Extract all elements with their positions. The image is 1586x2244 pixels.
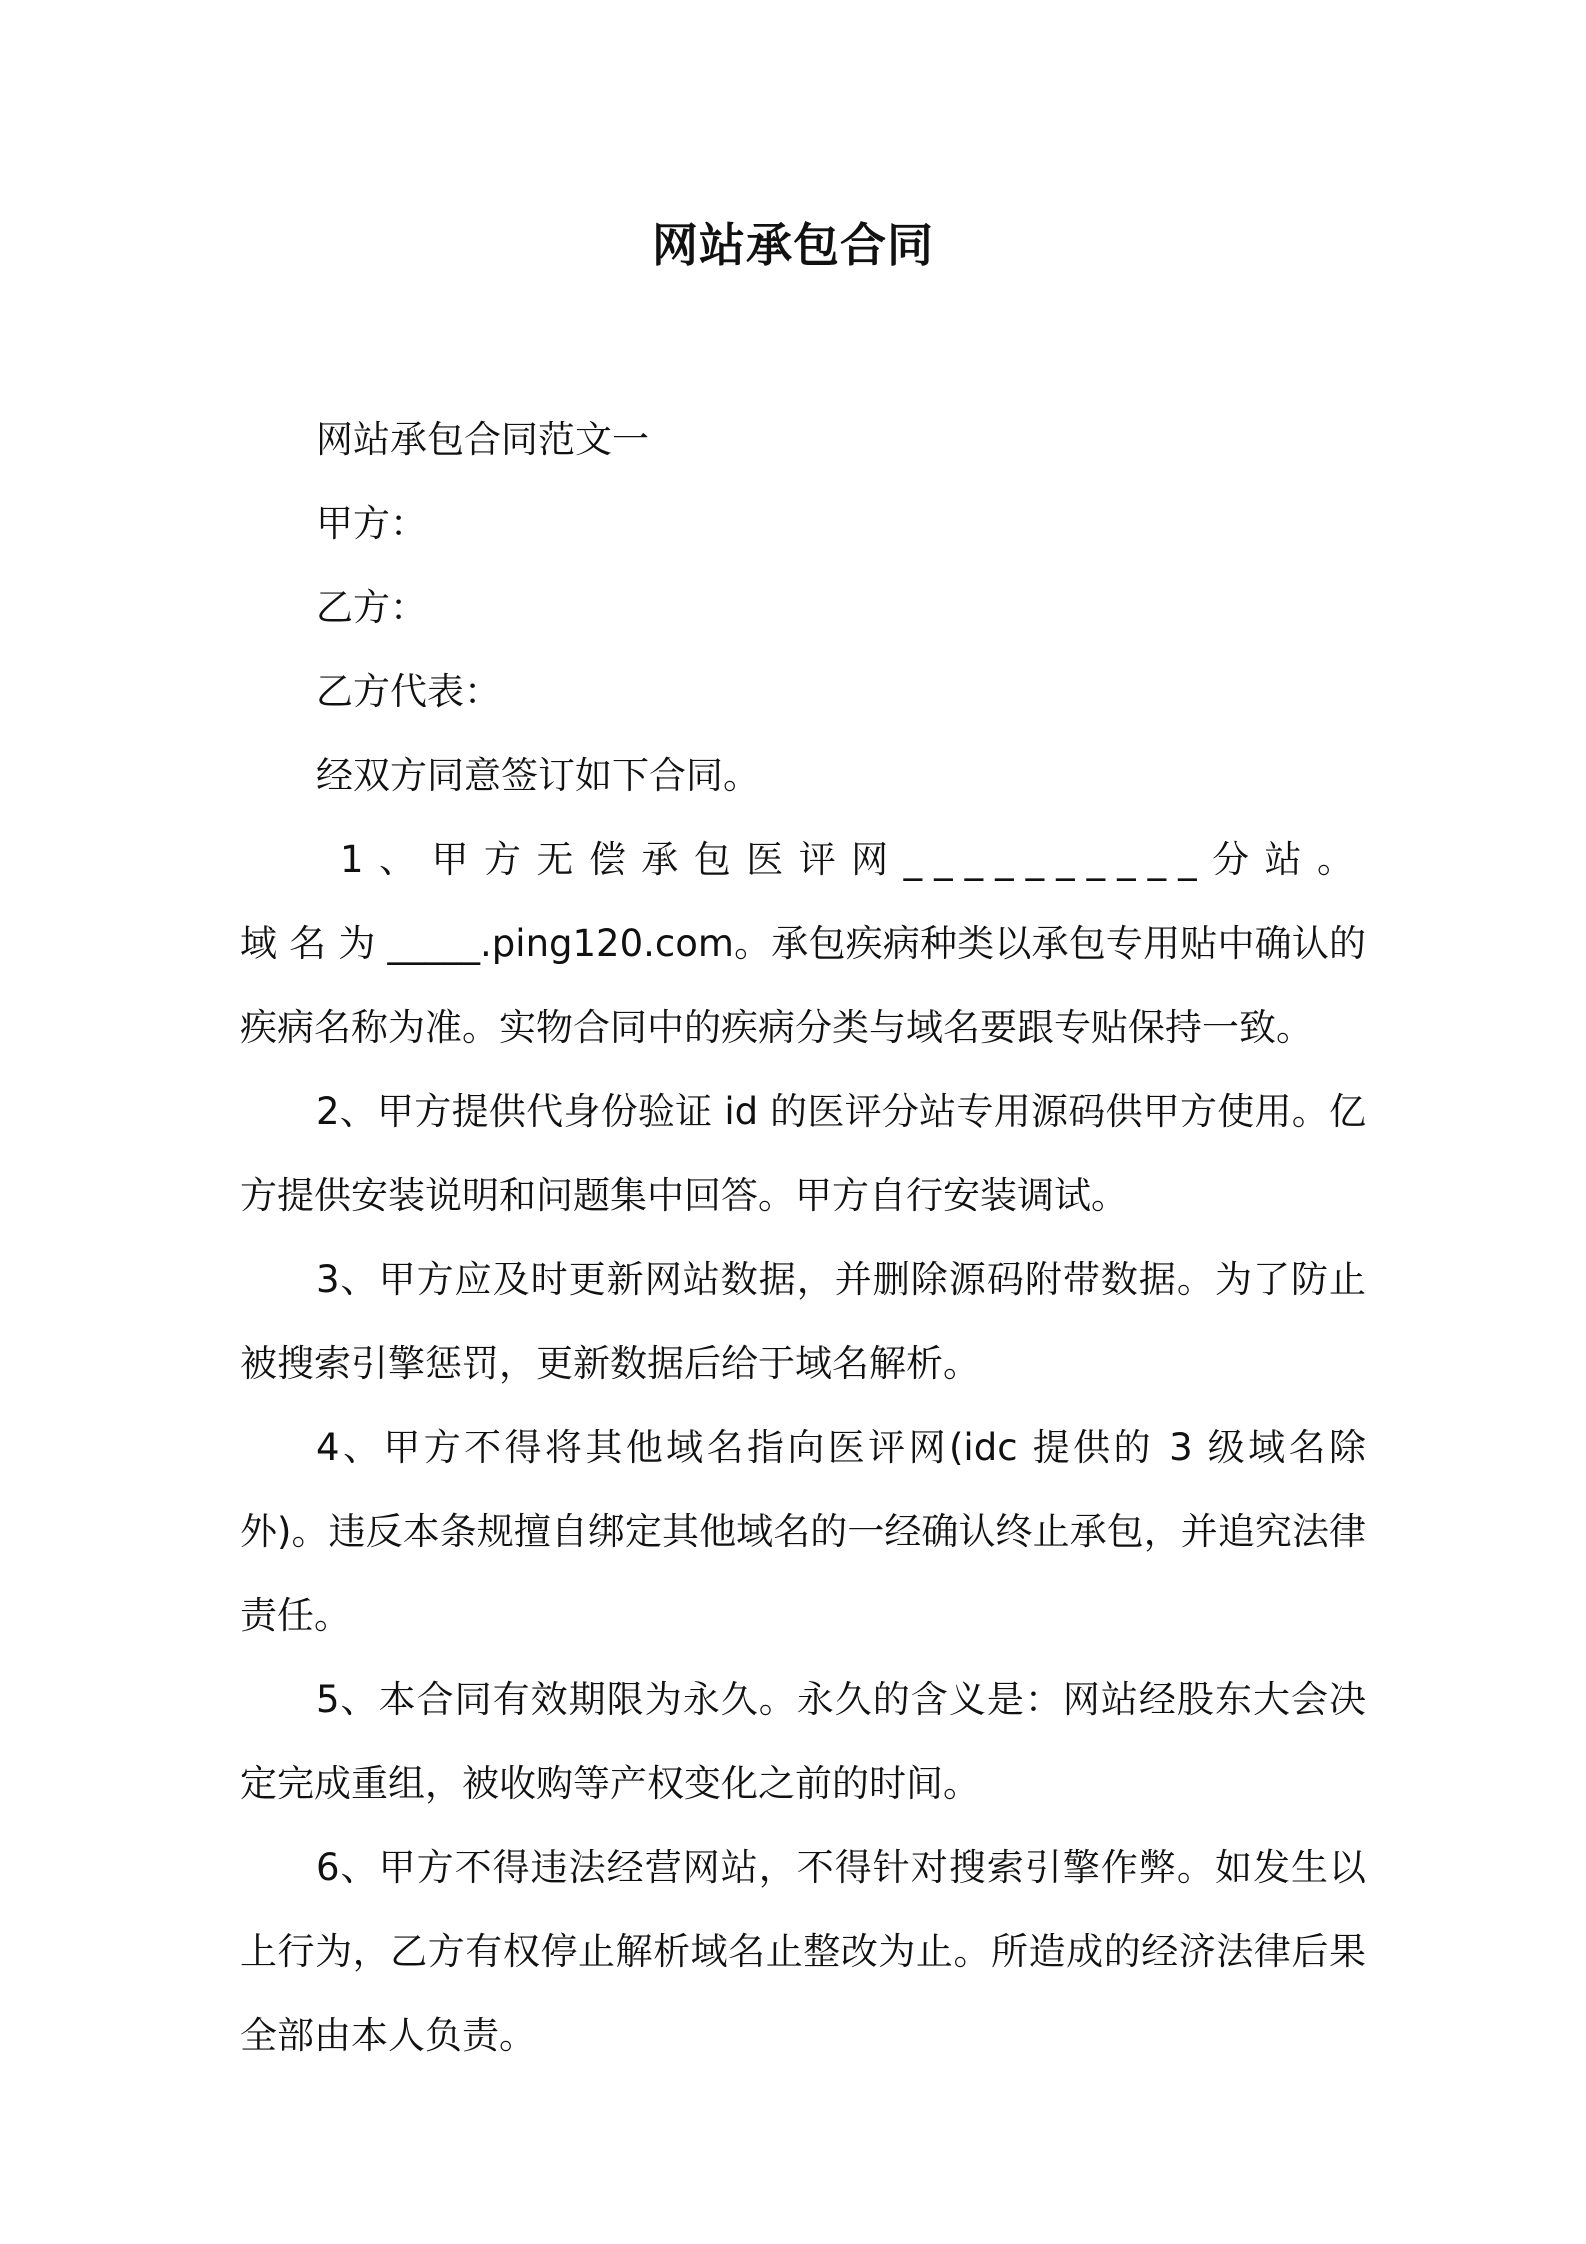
party-b-label: 乙方：	[316, 586, 427, 629]
clause-4: 4、甲方不得将其他域名指向医评网(idc 提供的 3 级域名除外)。违反本条规擅自绑定其他域名的一经确认终止承包，并追究法律责任。	[240, 1426, 1366, 1637]
clause-1-continuation: _____.ping120.com。承包疾病种类以承包专用贴中确认的疾病名称为准。实物合同中的疾病分类与域名要跟专贴保持一致。	[240, 922, 1366, 1049]
document-body	[240, 398, 1366, 2078]
clause-2: 2、甲方提供代身份验证 id 的医评分站专用源码供甲方使用。亿方提供安装说明和问题集中回答。甲方自行安装调试。	[240, 1090, 1366, 1217]
clause-3: 3、甲方应及时更新网站数据，并删除源码附带数据。为了防止被搜索引擎惩罚，更新数据后给于域名解析。	[240, 1258, 1366, 1385]
clause-6: 6、甲方不得违法经营网站，不得针对搜索引擎作弊。如发生以上行为，乙方有权停止解析域名止整改为止。所造成的经济法律后果全部由本人负责。	[240, 1846, 1366, 2057]
party-b-representative-label: 乙方代表：	[316, 670, 501, 713]
clause-5: 5、本合同有效期限为永久。永久的含义是：网站经股东大会决定完成重组，被收购等产权变化之前的时间。	[240, 1678, 1366, 1805]
contract-heading: 网站承包合同范文一	[316, 418, 649, 461]
party-a-label: 甲方：	[316, 502, 427, 545]
document-title: 网站承包合同	[652, 218, 934, 272]
clause-1	[240, 818, 1366, 1070]
clause-1-first-line: 1、甲方无偿承包医评网__________分站。域名为	[240, 838, 1366, 965]
intro-paragraph: 经双方同意签订如下合同。	[316, 754, 760, 797]
